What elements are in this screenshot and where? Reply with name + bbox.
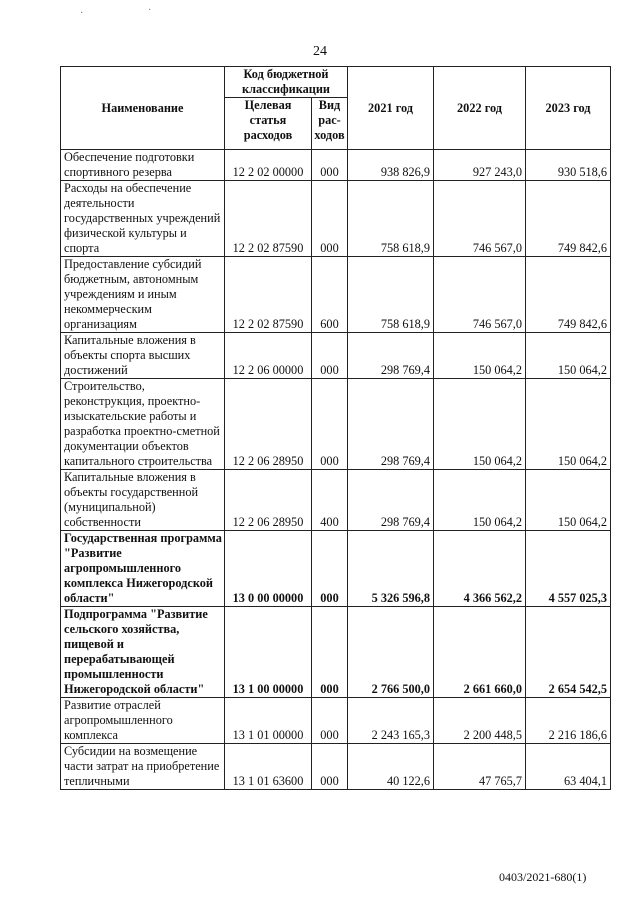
row-target-article: 12 2 02 87590: [225, 181, 312, 257]
row-value-2022: 746 567,0: [434, 181, 526, 257]
row-value-2023: 930 518,6: [526, 150, 611, 181]
row-name: Обеспечение подготовки спортивного резерва: [61, 150, 225, 181]
row-target-article: 13 1 00 00000: [225, 607, 312, 698]
row-expense-type: 000: [312, 379, 348, 470]
row-expense-type: 000: [312, 744, 348, 790]
row-expense-type: 400: [312, 470, 348, 531]
row-value-2022: 2 200 448,5: [434, 698, 526, 744]
row-target-article: 13 1 01 00000: [225, 698, 312, 744]
row-expense-type: 000: [312, 181, 348, 257]
scan-speck: ·: [80, 8, 84, 19]
table-row: [61, 150, 611, 181]
row-expense-type: 000: [312, 333, 348, 379]
row-value-2023: 2 654 542,5: [526, 607, 611, 698]
header-2021: 2021 год: [348, 67, 434, 150]
row-target-article: 12 2 02 00000: [225, 150, 312, 181]
row-value-2021: 758 618,9: [348, 181, 434, 257]
row-value-2023: 4 557 025,3: [526, 531, 611, 607]
row-name: Капитальные вложения в объекты государственной (муниципальной) собственности: [61, 470, 225, 531]
row-value-2023: 150 064,2: [526, 470, 611, 531]
row-target-article: 12 2 06 28950: [225, 470, 312, 531]
row-name: Капитальные вложения в объекты спорта высших достижений: [61, 333, 225, 379]
page-number: 24: [313, 44, 327, 59]
table-body: [61, 150, 611, 790]
row-target-article: 12 2 02 87590: [225, 257, 312, 333]
row-value-2021: 2 243 165,3: [348, 698, 434, 744]
header-2022: 2022 год: [434, 67, 526, 150]
row-value-2021: 298 769,4: [348, 379, 434, 470]
table-row: [61, 470, 611, 531]
budget-table: [60, 66, 611, 790]
header-target-article: Целевая статья расходов: [225, 98, 312, 150]
row-value-2022: 150 064,2: [434, 333, 526, 379]
table-row: [61, 531, 611, 607]
row-expense-type: 000: [312, 698, 348, 744]
row-value-2022: 150 064,2: [434, 379, 526, 470]
row-value-2023: 63 404,1: [526, 744, 611, 790]
row-expense-type: 600: [312, 257, 348, 333]
row-value-2023: 749 842,6: [526, 181, 611, 257]
row-target-article: 13 0 00 00000: [225, 531, 312, 607]
row-value-2023: 2 216 186,6: [526, 698, 611, 744]
row-name: Расходы на обеспечение деятельности государственных учреждений физической культуры и спорта: [61, 181, 225, 257]
document-code: 0403/2021-680(1): [499, 870, 587, 884]
row-value-2023: 749 842,6: [526, 257, 611, 333]
row-expense-type: 000: [312, 607, 348, 698]
table-header: [61, 67, 611, 150]
row-value-2022: 150 064,2: [434, 470, 526, 531]
row-value-2023: 150 064,2: [526, 333, 611, 379]
row-name: Строительство, реконструкция, проектно-изыскательские работы и разработка проектно-сметной документации объектов капитального строительства: [61, 379, 225, 470]
table-row: [61, 333, 611, 379]
header-2023: 2023 год: [526, 67, 611, 150]
row-value-2022: 47 765,7: [434, 744, 526, 790]
row-target-article: 13 1 01 63600: [225, 744, 312, 790]
table-row: [61, 744, 611, 790]
row-name: Развитие отраслей агропромышленного комплекса: [61, 698, 225, 744]
table-row: [61, 698, 611, 744]
row-expense-type: 000: [312, 531, 348, 607]
row-name: Субсидии на возмещение части затрат на приобретение тепличными: [61, 744, 225, 790]
row-value-2021: 298 769,4: [348, 470, 434, 531]
row-value-2021: 40 122,6: [348, 744, 434, 790]
row-value-2022: 4 366 562,2: [434, 531, 526, 607]
table-row: [61, 181, 611, 257]
row-name: Государственная программа "Развитие агропромышленного комплекса Нижегородской области": [61, 531, 225, 607]
table-row: [61, 607, 611, 698]
row-name: Предоставление субсидий бюджетным, автономным учреждениям и иным некоммерческим организациям: [61, 257, 225, 333]
table-row: [61, 379, 611, 470]
row-target-article: 12 2 06 00000: [225, 333, 312, 379]
row-name: Подпрограмма "Развитие сельского хозяйства, пищевой и перерабатывающей промышленности Нижегородской области": [61, 607, 225, 698]
row-value-2022: 927 243,0: [434, 150, 526, 181]
row-value-2021: 758 618,9: [348, 257, 434, 333]
table-row: [61, 257, 611, 333]
scan-speck: ·: [148, 5, 152, 16]
row-value-2023: 150 064,2: [526, 379, 611, 470]
row-value-2021: 298 769,4: [348, 333, 434, 379]
header-name: Наименование: [61, 67, 225, 150]
row-expense-type: 000: [312, 150, 348, 181]
row-value-2021: 5 326 596,8: [348, 531, 434, 607]
row-target-article: 12 2 06 28950: [225, 379, 312, 470]
row-value-2021: 938 826,9: [348, 150, 434, 181]
row-value-2021: 2 766 500,0: [348, 607, 434, 698]
header-expense-type: Вид рас-ходов: [312, 98, 348, 150]
header-budget-code: Код бюджетной классификации: [225, 67, 348, 98]
row-value-2022: 746 567,0: [434, 257, 526, 333]
row-value-2022: 2 661 660,0: [434, 607, 526, 698]
